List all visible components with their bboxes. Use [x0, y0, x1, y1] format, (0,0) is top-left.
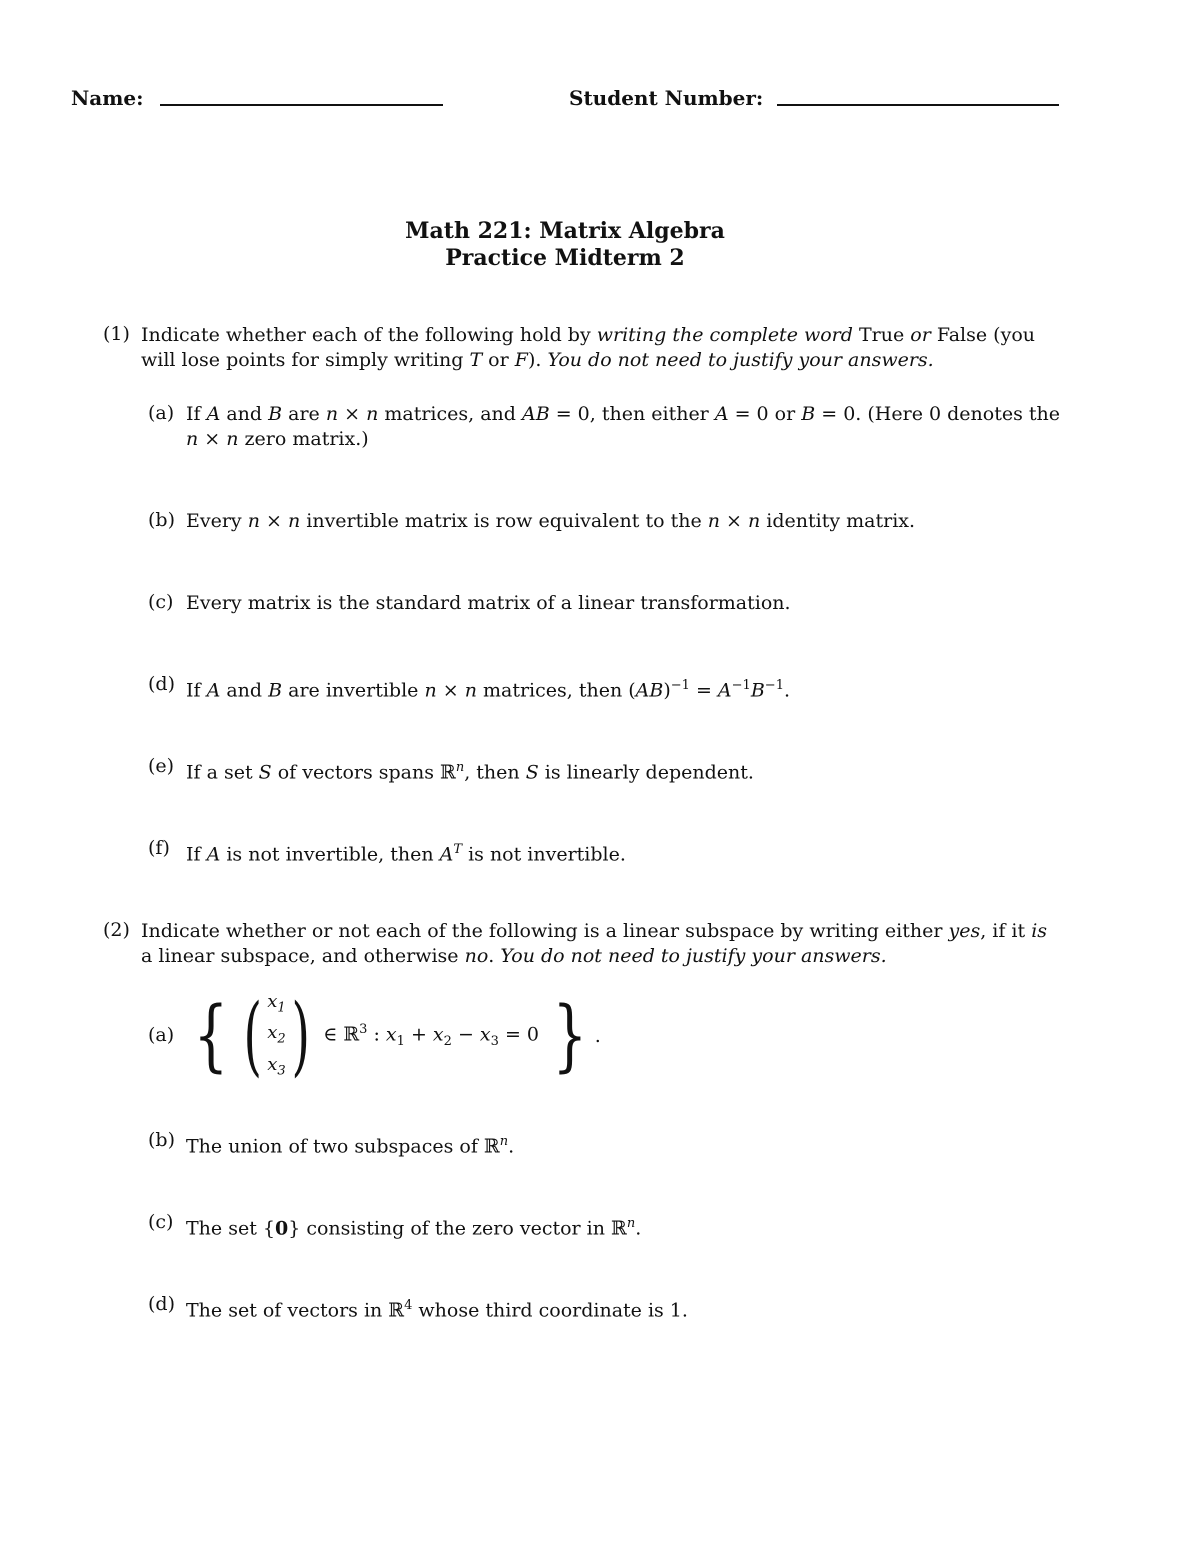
- student-number-blank-line[interactable]: [777, 104, 1059, 106]
- page-title: [0, 218, 1130, 272]
- item-label: (a): [148, 1024, 175, 1046]
- item-text: The set {0} consisting of the zero vector in ℝ$^n$.: [186, 1216, 642, 1240]
- item-label: (c): [148, 591, 174, 613]
- column-vector: $x_1$ $x_2$ $x_3$: [267, 990, 286, 1079]
- set-expression: { ( $x_1$ $x_2$ $x_3$ ) ∈ ℝ$^3$ : $x_1 + x_2 - x_3 = 0$ } .: [193, 986, 601, 1086]
- item-text: The set of vectors in ℝ$^4$ whose third coordinate is 1.: [186, 1298, 688, 1322]
- item-text: Every n × n invertible matrix is row equivalent to the n × n identity matrix.: [186, 510, 916, 532]
- item-text: The union of two subspaces of ℝ$^n$.: [186, 1134, 515, 1158]
- item-text: If a set S of vectors spans ℝ$^n$, then S is linearly dependent.: [186, 760, 754, 784]
- item-label: (b): [148, 509, 175, 531]
- title-course: Math 221: Matrix Algebra: [405, 218, 725, 244]
- item-text: If A is not invertible, then $A^T$ is not invertible.: [186, 842, 626, 866]
- title-exam: Practice Midterm 2: [445, 245, 685, 271]
- item-label: (a): [148, 402, 175, 424]
- item-label: (d): [148, 1293, 175, 1315]
- item-label: (f): [148, 837, 170, 859]
- name-blank-line[interactable]: [160, 104, 443, 106]
- item-label: (c): [148, 1211, 174, 1233]
- name-label: Name:: [71, 86, 144, 110]
- question-2-instructions: Indicate whether or not each of the following is a linear subspace by writing either yes, if it is a linear subspace, and otherwise no. You do not need to justify your answers.: [141, 920, 1048, 967]
- student-number-label: Student Number:: [569, 86, 764, 110]
- question-number: (2): [103, 919, 130, 941]
- item-text: If A and B are invertible n × n matrices, then $(AB)^{-1} = A^{-1}B^{-1}$.: [186, 678, 791, 702]
- item-label: (e): [148, 755, 175, 777]
- item-label: (d): [148, 673, 175, 695]
- item-text: If A and B are n × n matrices, and AB = 0, then either A = 0 or B = 0. (Here 0 denotes the n × n zero matrix.): [186, 403, 1060, 450]
- question-number: (1): [103, 323, 130, 345]
- item-text: Every matrix is the standard matrix of a linear transformation.: [186, 592, 791, 614]
- question-1-instructions: Indicate whether each of the following hold by writing the complete word True or False (you will lose points for simply writing T or F). You do not need to justify your answers.: [141, 324, 1035, 371]
- item-label: (b): [148, 1129, 175, 1151]
